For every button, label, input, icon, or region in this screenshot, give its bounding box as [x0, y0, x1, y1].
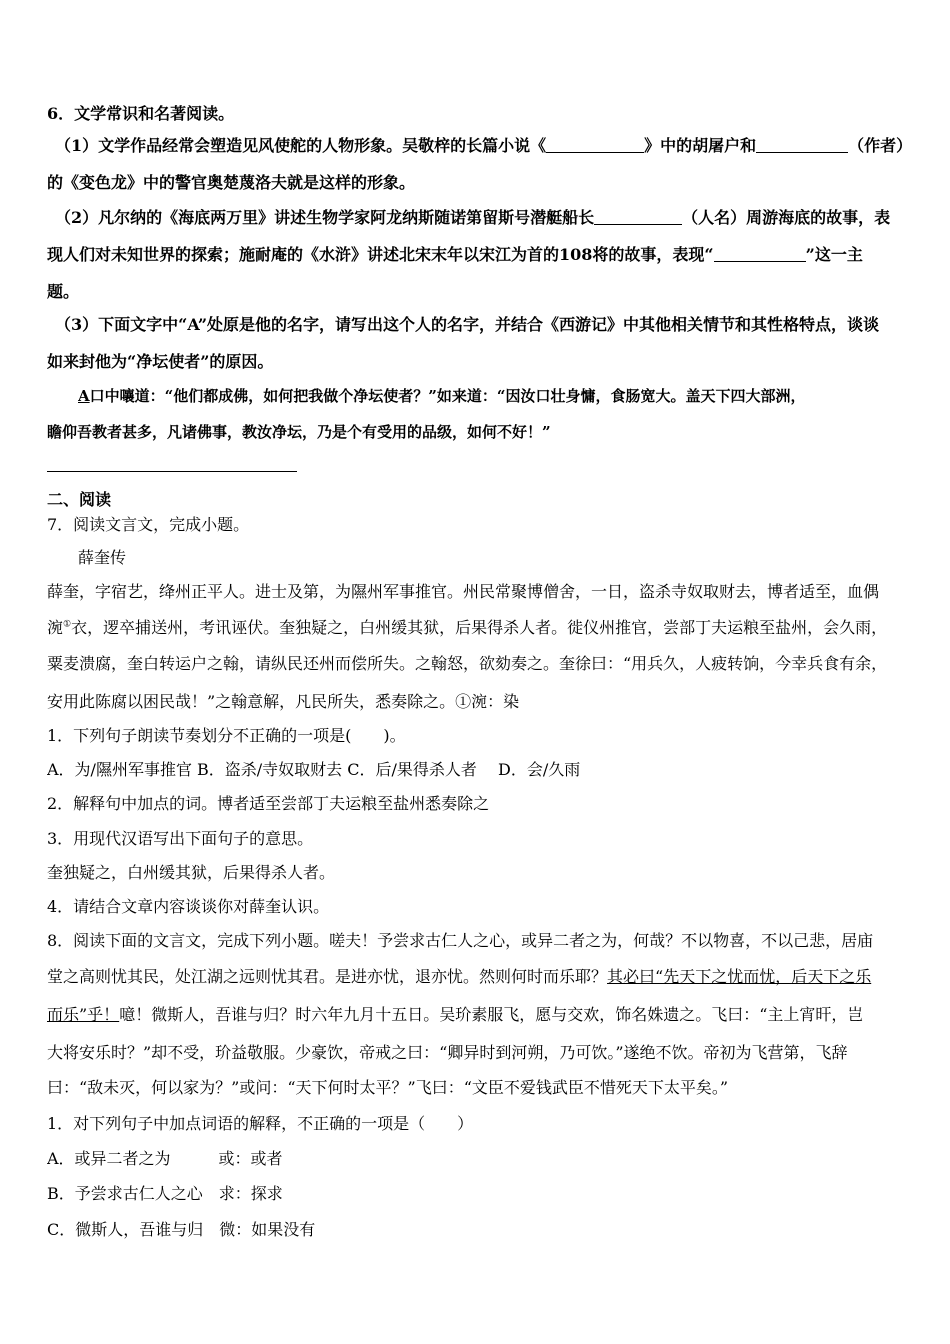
q6-part3-line2: 如来封他为“净坛使者”的原因。: [47, 352, 274, 371]
q6-title: 6．文学常识和名著阅读。: [47, 104, 235, 123]
answer-blank[interactable]: [594, 208, 682, 225]
q6-part1-line2: 的《变色龙》中的警官奥楚蔑洛夫就是这样的形象。: [47, 173, 416, 192]
section-title: 二、阅读: [47, 490, 112, 509]
q8-passage-line1: 8．阅读下面的文言文，完成下列小题。嗟夫！予尝求古仁人之心，或异二者之为，何哉？不以物喜，不以己悲，居庙: [47, 931, 874, 950]
q7-sub1-options: A．为/隰州军事推官 B．盗杀/寺奴取财去 C．后/果得杀人者 D．会/久雨: [47, 760, 581, 779]
q6-part3-line1: （3）下面文字中“A”处原是他的名字，请写出这个人的名字，并结合《西游记》中其他相关情节和其性格特点，谈谈: [55, 315, 880, 334]
answer-blank[interactable]: [756, 136, 848, 153]
q6-quote-line2: 瞻仰吾教者甚多，凡诸佛事，教汝净坛，乃是个有受用的品级，如何不好！”: [47, 423, 551, 441]
q7-passage-line4: 安用此陈腐以困民哉！”之翰意解，凡民所失，悉奏除之。①涴：染: [47, 692, 520, 711]
q7-sub3: 3．用现代汉语写出下面句子的意思。: [47, 829, 314, 848]
q8-passage-line3: 而乐”乎！噫！微斯人，吾谁与归？时六年九月十五日。吴玠素服飞，愿与交欢，饰名姝遗之。飞曰：“主上宵旰，岂: [47, 1005, 864, 1024]
q7-sub1: 1．下列句子朗读节奏划分不正确的一项是( )。: [47, 726, 406, 745]
q8-passage-line4: 大将安乐时？”却不受，玠益敬服。少豪饮，帝戒之曰：“卿异时到河朔，乃可饮。”遂绝不饮。帝初为飞营第，飞辞: [47, 1043, 848, 1062]
q7-sub3-sentence: 奎独疑之，白州缓其狱，后果得杀人者。: [47, 863, 336, 882]
q7-passage-line2: 涴①衣，逻卒捕送州，考讯诬伏。奎独疑之，白州缓其狱，后果得杀人者。徙仪州推官，尝部丁夫运粮至盐州，会久雨，: [47, 618, 888, 637]
q6-part2-line3: 题。: [47, 282, 80, 301]
q6-part1-line1: （1）文学作品经常会塑造见风使舵的人物形象。吴敬梓的长篇小说《 》中的胡屠户和 （作者）: [55, 136, 913, 155]
q7-passage-title: 薛奎传: [78, 548, 127, 567]
q6-part2-line1: （2）凡尔纳的《海底两万里》讲述生物学家阿龙纳斯随诺第留斯号潜艇船长 （人名）周游海底的故事，表: [55, 208, 891, 227]
answer-line[interactable]: [47, 471, 297, 472]
q7-sub4: 4．请结合文章内容谈谈你对薛奎认识。: [47, 897, 330, 916]
q8-passage-line2: 堂之高则忧其民，处江湖之远则忧其君。是进亦忧，退亦忧。然则何时而乐耶？其必曰“先天下之忧而忧，后天下之乐: [47, 967, 872, 986]
q8-option-c: C．微斯人，吾谁与归 微：如果没有: [47, 1220, 316, 1239]
q6-quote-line1: A口中嚷道：“他们都成佛，如何把我做个净坛使者？”如来道：“因汝口壮身慵，食肠宽大。盖天下四大部洲，: [78, 387, 806, 405]
q8-option-b: B．予尝求古仁人之心 求：探求: [47, 1184, 283, 1203]
q8-sub1: 1．对下列句子中加点词语的解释，不正确的一项是（ ）: [47, 1114, 474, 1133]
q7-passage-line1: 薛奎，字宿艺，绛州正平人。进士及第，为隰州军事推官。州民常聚博僧舍，一日，盗杀寺奴取财去，博者适至，血偶: [47, 582, 880, 601]
q7-sub2: 2．解释句中加点的词。博者适至尝部丁夫运粮至盐州悉奏除之: [47, 794, 490, 813]
answer-blank[interactable]: [546, 136, 644, 153]
q7-passage-line3: 粟麦溃腐，奎白转运户之翰，请纵民还州而偿所失。之翰怒，欲劾奏之。奎徐曰：“用兵久，人疲转饷，今幸兵食有余，: [47, 654, 888, 673]
q8-option-a: A．或异二者之为 或：或者: [47, 1149, 283, 1168]
q7-title: 7．阅读文言文，完成小题。: [47, 515, 250, 534]
answer-blank[interactable]: [714, 245, 806, 262]
q6-part2-line2: 现人们对未知世界的探索；施耐庵的《水浒》讲述北宋末年以宋江为首的108将的故事，表现“ ”这一主: [47, 245, 863, 264]
q8-passage-line5: 曰：“敌未灭，何以家为？”或问：“天下何时太平？”飞曰：“文臣不爱钱武臣不惜死天下太平矣。”: [47, 1078, 729, 1097]
